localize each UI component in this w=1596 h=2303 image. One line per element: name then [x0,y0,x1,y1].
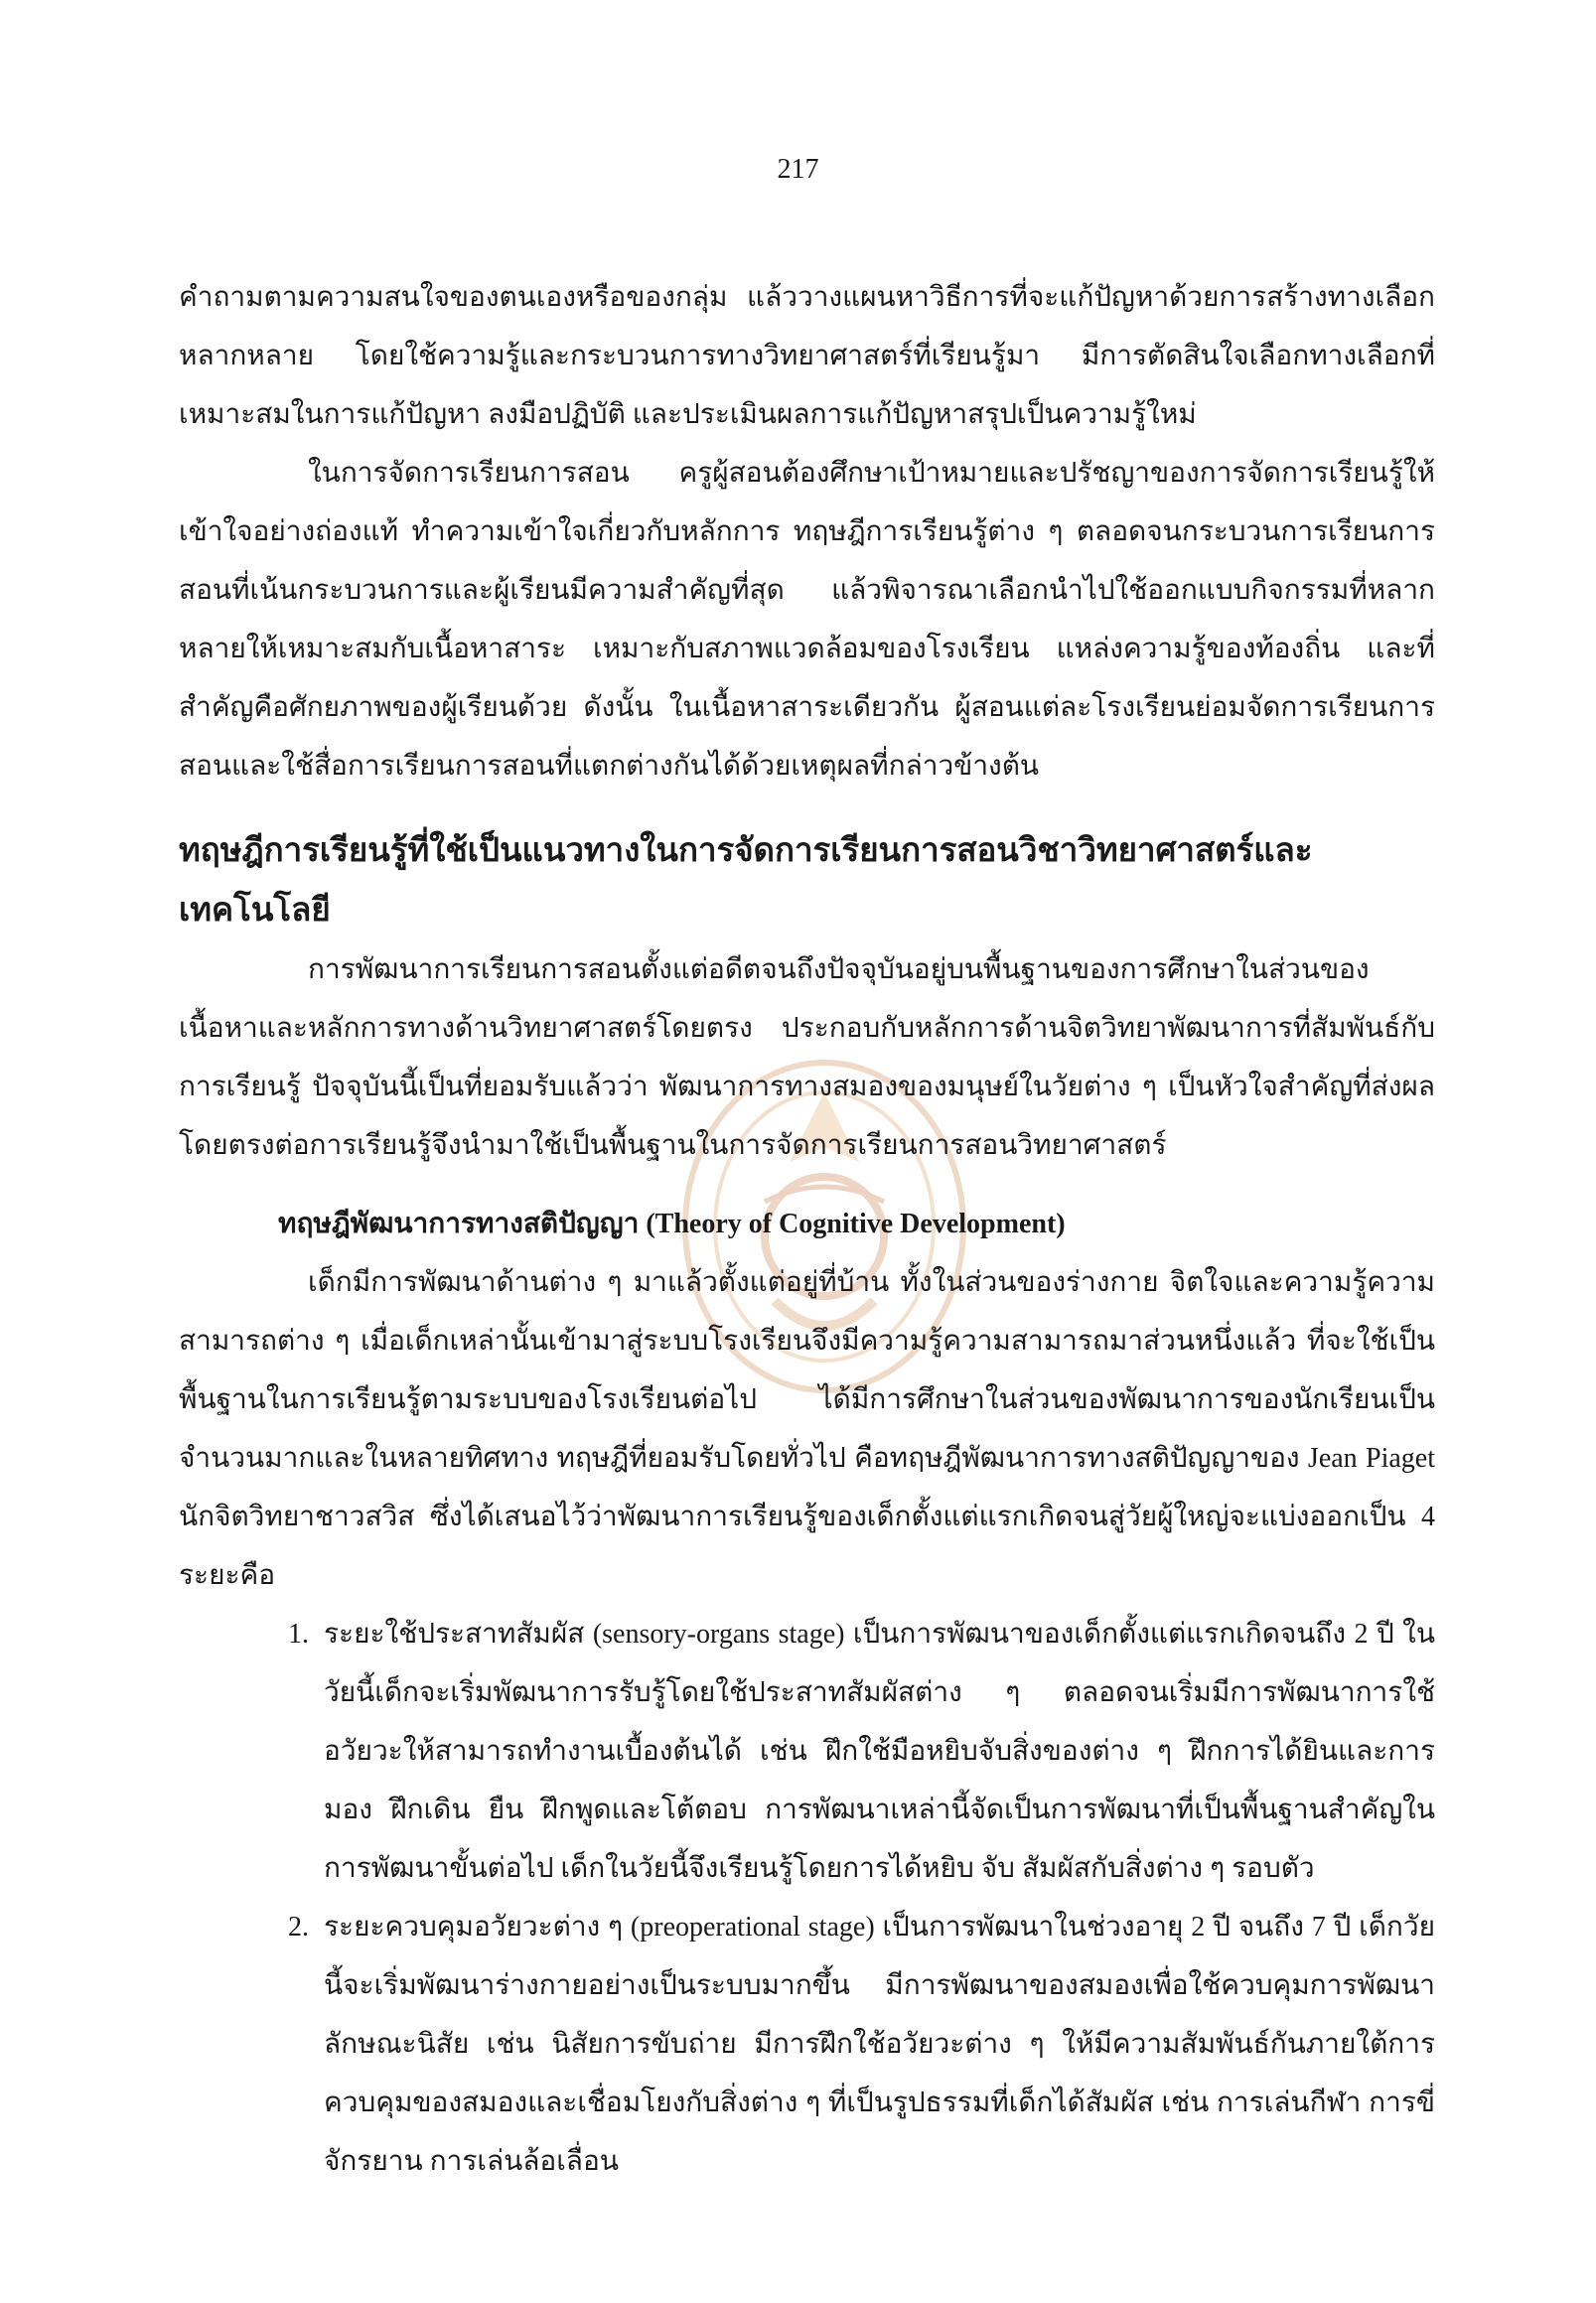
intro-paragraph-continued: คำถามตามความสนใจของตนเองหรือของกลุ่ม แล้ววางแผนหาวิธีการที่จะแก้ปัญหาด้วยการสร้างทางเลือกหลากหลาย โดยใช้ความรู้และกระบวนการทางวิทยาศาสตร์ที่เรียนรู้มา มีการตัดสินใจเลือกทางเลือกที่เหมาะสมในการแก้ปัญหา ลงมือปฏิบัติ และประเมินผลการแก้ปัญหาสรุปเป็นความรู้ใหม่ [179,282,1435,430]
stages-list [179,1605,1435,2191]
stage-number: 1. [288,1619,309,1650]
page-number: 217 [777,154,819,185]
list-item [288,1898,1435,2191]
intro-paragraph: ในการจัดการเรียนการสอน ครูผู้สอนต้องศึกษาเป้าหมายและปรัชญาของการจัดการเรียนรู้ให้เข้าใจอย่างถ่องแท้ ทำความเข้าใจเกี่ยวกับหลักการ ทฤษฎีการเรียนรู้ต่าง ๆ ตลอดจนกระบวนการเรียนการสอนที่เน้นกระบวนการและผู้เรียนมีความสำคัญที่สุด แล้วพิจารณาเลือกนำไปใช้ออกแบบกิจกรรมที่หลากหลายให้เหมาะสมกับเนื้อหาสาระ เหมาะกับสภาพแวดล้อมของโรงเรียน แหล่งความรู้ของท้องถิ่น และที่สำคัญคือศักยภาพของผู้เรียนด้วย ดังนั้น ในเนื้อหาสาระเดียวกัน ผู้สอนแต่ละโรงเรียนย่อมจัดการเรียนการสอนและใช้สื่อการเรียนการสอนที่แตกต่างกันได้ด้วยเหตุผลที่กล่าวข้างต้น [179,458,1435,782]
stage-number: 2. [288,1912,309,1943]
sub-paragraph: เด็กมีการพัฒนาด้านต่าง ๆ มาแล้วตั้งแต่อยู่ที่บ้าน ทั้งในส่วนของร่างกาย จิตใจและความรู้ความสามารถต่าง ๆ เมื่อเด็กเหล่านั้นเข้ามาสู่ระบบโรงเรียนจึงมีความรู้ความสามารถมาส่วนหนึ่งแล้ว ที่จะใช้เป็นพื้นฐานในการเรียนรู้ตามระบบของโรงเรียนต่อไป ได้มีการศึกษาในส่วนของพัฒนาการของนักเรียนเป็นจำนวนมากและในหลายทิศทาง ทฤษฎีที่ยอมรับโดยทั่วไป คือทฤษฎีพัฒนาการทางสติปัญญาของ Jean Piaget นักจิตวิทยาชาวสวิส ซึ่งได้เสนอไว้ว่าพัฒนาการเรียนรู้ของเด็กตั้งแต่แรกเกิดจนสู่วัยผู้ใหญ่จะแบ่งออกเป็น 4 ระยะคือ [179,1267,1435,1591]
document-body [179,268,1435,2191]
sub-heading: ทฤษฎีพัฒนาการทางสติปัญญา (Theory of Cognitive Development) [278,1209,1066,1239]
stage-text: ระยะใช้ประสาทสัมผัส (sensory-organs stage) เป็นการพัฒนาของเด็กตั้งแต่แรกเกิดจนถึง 2 ปี ในวัยนี้เด็กจะเริ่มพัฒนาการรับรู้โดยใช้ประสาทสัมผัสต่าง ๆ ตลอดจนเริ่มมีการพัฒนาการใช้อวัยวะให้สามารถทำงานเบื้องต้นได้ เช่น ฝึกใช้มือหยิบจับสิ่งของต่าง ๆ ฝึกการได้ยินและการมอง ฝึกเดิน ยืน ฝึกพูดและโต้ตอบ การพัฒนาเหล่านี้จัดเป็นการพัฒนาที่เป็นพื้นฐานสำคัญในการพัฒนาขั้นต่อไป เด็กในวัยนี้จึงเรียนรู้โดยการได้หยิบ จับ สัมผัสกับสิ่งต่าง ๆ รอบตัว [324,1619,1435,1884]
stage-text: ระยะควบคุมอวัยวะต่าง ๆ (preoperational stage) เป็นการพัฒนาในช่วงอายุ 2 ปี จนถึง 7 ปี เด็กวัยนี้จะเริ่มพัฒนาร่างกายอย่างเป็นระบบมากขึ้น มีการพัฒนาของสมองเพื่อใช้ควบคุมการพัฒนาลักษณะนิสัย เช่น นิสัยการขับถ่าย มีการฝึกใช้อวัยวะต่าง ๆ ให้มีความสัมพันธ์กันภายใต้การควบคุมของสมองและเชื่อมโยงกับสิ่งต่าง ๆ ที่เป็นรูปธรรมที่เด็กได้สัมผัส เช่น การเล่นกีฬา การขี่จักรยาน การเล่นล้อเลื่อน [324,1912,1435,2177]
section-heading: ทฤษฎีการเรียนรู้ที่ใช้เป็นแนวทางในการจัดการเรียนการสอนวิชาวิทยาศาสตร์และเทคโนโลยี [179,833,1313,929]
section-paragraph: การพัฒนาการเรียนการสอนตั้งแต่อดีตจนถึงปัจจุบันอยู่บนพื้นฐานของการศึกษาในส่วนของเนื้อหาและหลักการทางด้านวิทยาศาสตร์โดยตรง ประกอบกับหลักการด้านจิตวิทยาพัฒนาการที่สัมพันธ์กับการเรียนรู้ ปัจจุบันนี้เป็นที่ยอมรับแล้วว่า พัฒนาการทางสมองของมนุษย์ในวัยต่าง ๆ เป็นหัวใจสำคัญที่ส่งผลโดยตรงต่อการเรียนรู้จึงนำมาใช้เป็นพื้นฐานในการจัดการเรียนการสอนวิทยาศาสตร์ [179,954,1435,1161]
list-item [288,1605,1435,1898]
